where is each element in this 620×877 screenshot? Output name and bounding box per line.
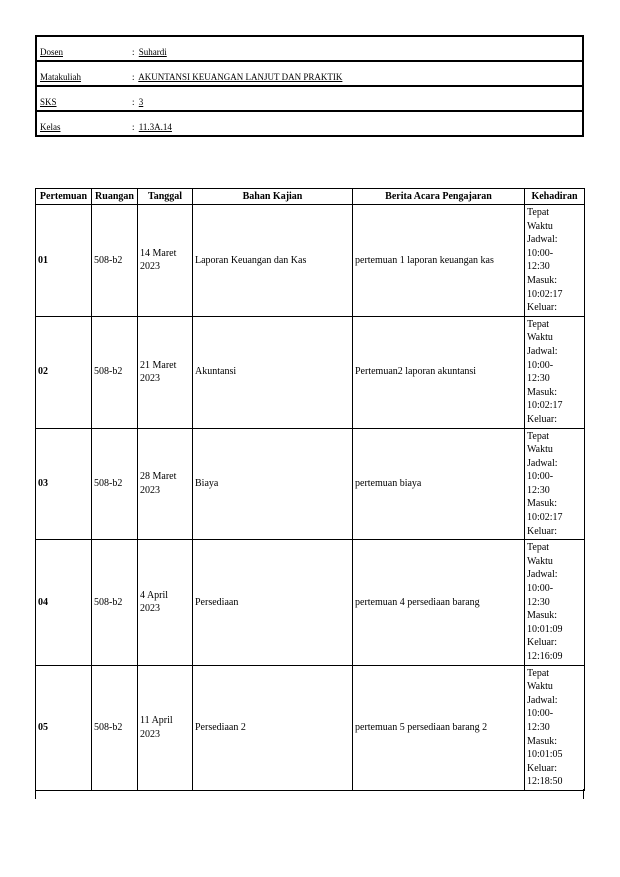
kehadiran-line: Keluar: bbox=[527, 762, 557, 774]
dosen-value: Suhardi bbox=[138, 47, 167, 57]
kehadiran-line: 12:30 bbox=[527, 721, 550, 733]
info-row-matakuliah bbox=[36, 61, 583, 86]
berita-acara-cell: pertemuan 4 persediaan barang bbox=[353, 540, 525, 665]
kehadiran-line: Waktu bbox=[527, 555, 553, 567]
kehadiran-cell bbox=[525, 540, 585, 665]
kehadiran-line: 12:30 bbox=[527, 373, 550, 385]
berita-acara-cell: pertemuan biaya bbox=[353, 428, 525, 540]
info-row-dosen bbox=[36, 36, 583, 61]
kehadiran-line: Tepat bbox=[527, 430, 550, 442]
sks-label: SKS bbox=[36, 86, 129, 111]
kehadiran-cell bbox=[525, 205, 585, 317]
sks-value-cell: : 3 bbox=[129, 86, 583, 111]
kehadiran-line: Masuk: bbox=[527, 386, 557, 398]
header-bahan-kajian: Bahan Kajian bbox=[193, 189, 353, 205]
kehadiran-line: Keluar: bbox=[527, 302, 557, 314]
table-row bbox=[36, 540, 585, 665]
kelas-value: 11.3A.14 bbox=[138, 122, 172, 132]
header-kehadiran: Kehadiran bbox=[525, 189, 585, 205]
berita-acara-cell: pertemuan 5 persediaan barang 2 bbox=[353, 665, 525, 790]
info-row-kelas bbox=[36, 111, 583, 136]
kehadiran-line: 10:00- bbox=[527, 583, 554, 595]
table-continuation-left-edge bbox=[35, 789, 37, 799]
kehadiran-line: Waktu bbox=[527, 332, 553, 344]
pertemuan-cell: 03 bbox=[36, 428, 92, 540]
schedule-header-row bbox=[36, 189, 585, 205]
course-info-table bbox=[35, 35, 584, 137]
pertemuan-cell: 04 bbox=[36, 540, 92, 665]
ruangan-cell: 508-b2 bbox=[92, 540, 138, 665]
table-row bbox=[36, 428, 585, 540]
bahan-kajian-cell: Akuntansi bbox=[193, 316, 353, 428]
kehadiran-line: 10:02:17 bbox=[527, 400, 563, 412]
kehadiran-line: 12:30 bbox=[527, 261, 550, 273]
kehadiran-line: Jadwal: bbox=[527, 345, 558, 357]
berita-acara-cell: pertemuan 1 laporan keuangan kas bbox=[353, 205, 525, 317]
table-continuation-right-edge bbox=[583, 789, 585, 799]
kelas-label: Kelas bbox=[36, 111, 129, 136]
bahan-kajian-cell: Laporan Keuangan dan Kas bbox=[193, 205, 353, 317]
tanggal-cell: 11 April 2023 bbox=[138, 665, 193, 790]
table-row bbox=[36, 205, 585, 317]
kehadiran-line: Waktu bbox=[527, 444, 553, 456]
sks-value: 3 bbox=[138, 97, 144, 107]
matakuliah-value: AKUNTANSI KEUANGAN LANJUT DAN PRAKTIK bbox=[138, 72, 343, 82]
info-row-sks bbox=[36, 86, 583, 111]
kehadiran-line: Masuk: bbox=[527, 735, 557, 747]
kehadiran-line: Jadwal: bbox=[527, 569, 558, 581]
ruangan-cell: 508-b2 bbox=[92, 428, 138, 540]
header-berita-acara: Berita Acara Pengajaran bbox=[353, 189, 525, 205]
pertemuan-cell: 02 bbox=[36, 316, 92, 428]
kehadiran-line: Masuk: bbox=[527, 610, 557, 622]
kelas-value-cell: : 11.3A.14 bbox=[129, 111, 583, 136]
kehadiran-line: 12:18:50 bbox=[527, 776, 563, 788]
kehadiran-cell bbox=[525, 316, 585, 428]
ruangan-cell: 508-b2 bbox=[92, 205, 138, 317]
kehadiran-line: 10:00- bbox=[527, 247, 554, 259]
kehadiran-line: Tepat bbox=[527, 207, 550, 218]
dosen-label: Dosen bbox=[36, 36, 129, 61]
kehadiran-line: Waktu bbox=[527, 681, 553, 693]
kehadiran-line: Keluar: bbox=[527, 525, 557, 537]
ruangan-cell: 508-b2 bbox=[92, 316, 138, 428]
kehadiran-line: 12:30 bbox=[527, 596, 550, 608]
kehadiran-line: Tepat bbox=[527, 318, 550, 330]
dosen-value-cell: : Suhardi bbox=[129, 36, 583, 61]
kehadiran-line: Masuk: bbox=[527, 498, 557, 510]
kehadiran-line: 10:01:09 bbox=[527, 623, 563, 635]
kehadiran-cell bbox=[525, 665, 585, 790]
kehadiran-line: Masuk: bbox=[527, 274, 557, 286]
kehadiran-line: 10:00- bbox=[527, 708, 554, 720]
kehadiran-line: 12:30 bbox=[527, 484, 550, 496]
kehadiran-line: 12:16:09 bbox=[527, 651, 563, 662]
table-row bbox=[36, 665, 585, 790]
kehadiran-line: 10:02:17 bbox=[527, 512, 563, 524]
kehadiran-line: 10:00- bbox=[527, 359, 554, 371]
kehadiran-line: 10:02:17 bbox=[527, 288, 563, 300]
matakuliah-value-cell: : AKUNTANSI KEUANGAN LANJUT DAN PRAKTIK bbox=[129, 61, 583, 86]
kehadiran-line: Tepat bbox=[527, 667, 550, 679]
kehadiran-line: Jadwal: bbox=[527, 694, 558, 706]
kehadiran-line: Tepat bbox=[527, 542, 550, 554]
kehadiran-line: Jadwal: bbox=[527, 234, 558, 246]
bahan-kajian-cell: Persediaan bbox=[193, 540, 353, 665]
kehadiran-line: Keluar: bbox=[527, 413, 557, 425]
tanggal-cell: 21 Maret 2023 bbox=[138, 316, 193, 428]
table-row bbox=[36, 316, 585, 428]
kehadiran-line: 10:01:05 bbox=[527, 749, 563, 761]
matakuliah-label: Matakuliah bbox=[36, 61, 129, 86]
tanggal-cell: 28 Maret 2023 bbox=[138, 428, 193, 540]
tanggal-cell: 14 Maret 2023 bbox=[138, 205, 193, 317]
header-ruangan: Ruangan bbox=[92, 189, 138, 205]
kehadiran-line: Jadwal: bbox=[527, 457, 558, 469]
bahan-kajian-cell: Persediaan 2 bbox=[193, 665, 353, 790]
berita-acara-cell: Pertemuan2 laporan akuntansi bbox=[353, 316, 525, 428]
tanggal-cell: 4 April 2023 bbox=[138, 540, 193, 665]
kehadiran-line: Keluar: bbox=[527, 637, 557, 649]
pertemuan-cell: 05 bbox=[36, 665, 92, 790]
pertemuan-cell: 01 bbox=[36, 205, 92, 317]
ruangan-cell: 508-b2 bbox=[92, 665, 138, 790]
kehadiran-line: 10:00- bbox=[527, 471, 554, 483]
kehadiran-cell bbox=[525, 428, 585, 540]
header-pertemuan: Pertemuan bbox=[36, 189, 92, 205]
bahan-kajian-cell: Biaya bbox=[193, 428, 353, 540]
header-tanggal: Tanggal bbox=[138, 189, 193, 205]
schedule-table bbox=[35, 188, 585, 791]
kehadiran-line: Waktu bbox=[527, 220, 553, 232]
